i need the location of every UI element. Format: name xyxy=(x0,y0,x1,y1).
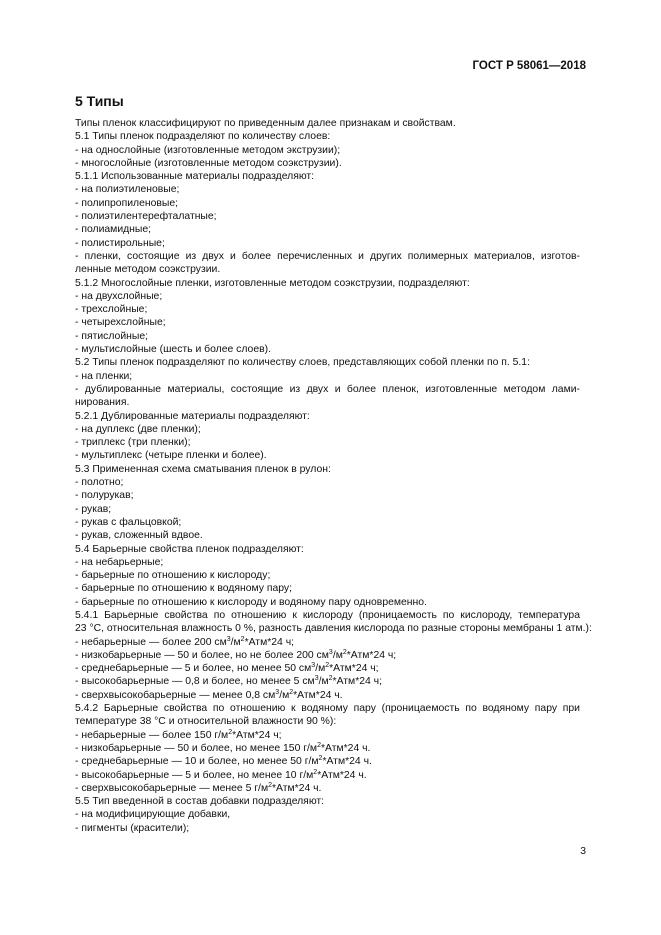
list-item: - небарьерные — более 150 $г/м^2*Атм*24$ ч; xyxy=(75,728,282,741)
text-line: 5.1.1 Использованные материалы подразделяют: xyxy=(75,171,315,183)
list-item: - на однослойные (изготовленные методом экструзии); xyxy=(75,144,341,156)
text-line: 5.1 Типы пленок подразделяют по количеству слоев: xyxy=(75,131,331,143)
list-item: - небарьерные — более 200 $см^3/м^2*Атм*24$ ч; xyxy=(75,635,294,648)
list-item: - барьерные по отношению к кислороду и водяному пару одновременно. xyxy=(75,596,427,608)
list-item: - барьерные по отношению к водяному пару; xyxy=(75,583,293,595)
list-item: - на модифицирующие добавки, xyxy=(75,809,231,821)
text-line: 5.1.2 Многослойные пленки, изготовленные методом соэкструзии, подразделяют: xyxy=(75,277,470,289)
list-item: - многослойные (изготовленные методом соэкструзии). xyxy=(75,157,342,169)
list-item: - пятислойные; xyxy=(75,330,148,342)
list-item: - мультиплекс (четыре пленки и более). xyxy=(75,450,267,462)
list-item: - рукав; xyxy=(75,503,112,515)
list-item: - пигменты (красители); xyxy=(75,822,190,834)
list-item: - полипропиленовые; xyxy=(75,197,179,209)
list-item: - на дуплекс (две пленки); xyxy=(75,423,201,435)
list-item: - высокобарьерные — 0,8 и более, но менее 5 $см^3/м^2*Атм*24$ ч; xyxy=(75,675,382,688)
text-line: 5.2.1 Дублированные материалы подразделяют: xyxy=(75,410,310,422)
list-item: - полиэтилентерефталатные; xyxy=(75,211,217,223)
list-item: - мультислойные (шесть и более слоев). xyxy=(75,344,271,356)
list-item: - пленки, состоящие из двух и более перечисленных и других полимерных материалов, изготов- xyxy=(75,250,580,262)
list-item: - триплекс (три пленки); xyxy=(75,437,191,449)
text-line: 5.5 Тип введенной в состав добавки подразделяют: xyxy=(75,796,325,808)
list-item: - четырехслойные; xyxy=(75,317,166,329)
list-item: - высокобарьерные — 5 и более, но менее 10 $г/м^2*Атм*24$ ч. xyxy=(75,768,367,781)
list-item: - трехслойные; xyxy=(75,304,148,316)
text-line: 5.4.2 Барьерные свойства по отношению к водяному пару (проницаемость по водяному пару при xyxy=(75,703,580,715)
list-item: - полиамидные; xyxy=(75,224,152,236)
section-title: 5 Типы xyxy=(75,93,124,109)
text-line: температуре 38 °С и относительной влажности 90 %): xyxy=(75,716,337,728)
list-item: - рукав, сложенный вдвое. xyxy=(75,530,203,542)
list-item: - на двухслойные; xyxy=(75,290,163,302)
list-item: - на пленки; xyxy=(75,370,133,382)
list-item: - среднебарьерные — 10 и более, но менее 50 $г/м^2*Атм*24$ ч. xyxy=(75,755,372,768)
list-item: - на небарьерные; xyxy=(75,556,164,568)
list-item: - полотно; xyxy=(75,477,124,489)
document-body xyxy=(75,117,592,835)
list-item: - сверхвысокобарьерные — менее 0,8 $см^3/м^2*Атм*24$ ч. xyxy=(75,688,343,701)
list-item: - барьерные по отношению к кислороду; xyxy=(75,570,271,582)
document-code: ГОСТ Р 58061—2018 xyxy=(472,60,586,72)
text-line: 5.4 Барьерные свойства пленок подразделяют: xyxy=(75,543,304,555)
list-item: - дублированные материалы, состоящие из двух и более пленок, изготовленные методом лами- xyxy=(75,383,580,395)
list-item: - полурукав; xyxy=(75,490,134,502)
text-line: ленные методом соэкструзии. xyxy=(75,264,221,276)
text-line: 5.2 Типы пленок подразделяют по количеству слоев, представляющих собой пленки по п. 5.1: xyxy=(75,357,530,369)
page-number: 3 xyxy=(580,846,586,857)
list-item: - сверхвысокобарьерные — менее 5 $г/м^2*Атм*24$ ч. xyxy=(75,781,322,794)
text-line: нирования. xyxy=(75,397,130,409)
list-item: - на полиэтиленовые; xyxy=(75,184,180,196)
list-item: - полистирольные; xyxy=(75,237,165,249)
list-item: - низкобарьерные — 50 и более, но менее 150 $г/м^2*Атм*24$ ч. xyxy=(75,741,371,754)
text-line: 5.4.1 Барьерные свойства по отношению к кислороду (проницаемость по кислороду, температура xyxy=(75,609,580,621)
text-line: 23 °С, относительная влажность 0 %, разность давления кислорода по разные стороны мембраны 1 атм.): xyxy=(75,623,592,635)
text-line: 5.3 Примененная схема сматывания пленок в рулон: xyxy=(75,463,331,475)
text-line: Типы пленок классифицируют по приведенным далее признакам и свойствам. xyxy=(75,118,456,129)
list-item: - среднебарьерные — 5 и более, но менее 50 $см^3/м^2*Атм*24$ ч; xyxy=(75,662,379,675)
list-item: - рукав с фальцовкой; xyxy=(75,516,182,528)
list-item: - низкобарьерные — 50 и более, но не более 200 $см^3/м^2*Атм*24$ ч; xyxy=(75,648,397,661)
